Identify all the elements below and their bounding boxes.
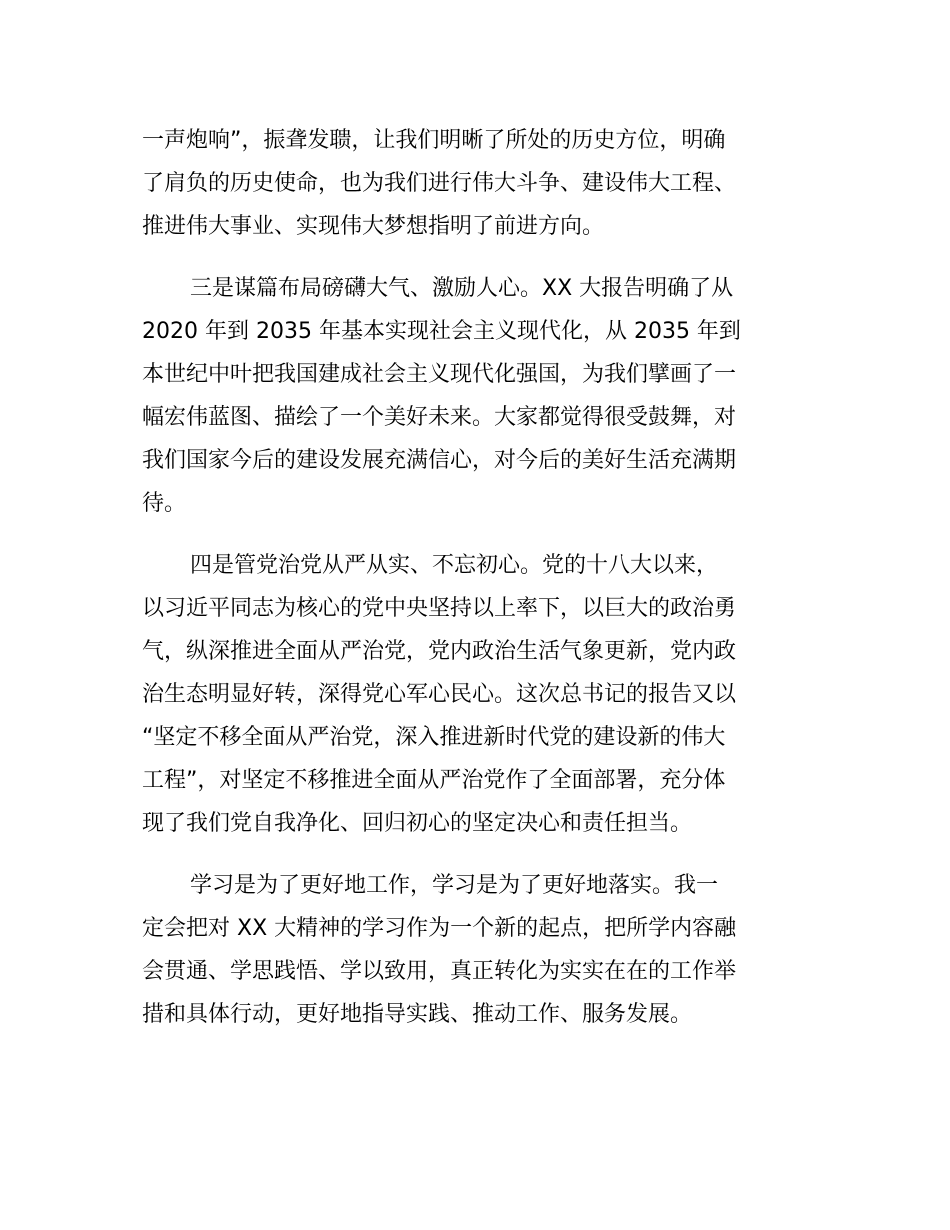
paragraph-2-line-1: 三是谋篇布局磅礴大气、激励人心。XX 大报告明确了从	[190, 276, 734, 301]
paragraph-1-line-1: 一声炮响”，振聋发聩，让我们明晰了所处的历史方位，明确	[142, 128, 726, 153]
paragraph-3-line-2: 以习近平同志为核心的党中央坚持以上率下，以巨大的政治勇	[142, 596, 737, 621]
paragraph-2-line-5: 我们国家今后的建设发展充满信心，对今后的美好生活充满期	[142, 448, 737, 473]
paragraph-1-line-2: 了肩负的历史使命，也为我们进行伟大斗争、建设伟大工程、	[142, 171, 737, 196]
paragraph-4-line-4: 措和具体行动，更好地指导实践、推动工作、服务发展。	[142, 1002, 693, 1027]
paragraph-3-line-1: 四是管党治党从严从实、不忘初心。党的十八大以来，	[190, 553, 719, 578]
paragraph-4-line-3: 会贯通、学思践悟、学以致用，真正转化为实实在在的工作举	[142, 959, 737, 984]
paragraph-3-line-6: 工程”，对坚定不移推进全面从严治党作了全面部署，充分体	[142, 768, 726, 793]
paragraph-3-line-5: “坚定不移全面从严治党，深入推进新时代党的建设新的伟大	[142, 725, 726, 750]
paragraph-3-line-7: 现了我们党自我净化、回归初心的坚定决心和责任担当。	[142, 811, 693, 836]
paragraph-4-line-1: 学习是为了更好地工作，学习是为了更好地落实。我一	[190, 873, 719, 898]
document-body	[142, 0, 814, 1230]
paragraph-3-line-3: 气，纵深推进全面从严治党，党内政治生活气象更新，党内政	[142, 639, 737, 664]
paragraph-2-line-4: 幅宏伟蓝图、描绘了一个美好未来。大家都觉得很受鼓舞，对	[142, 405, 737, 430]
paragraph-4-line-2: 定会把对 XX 大精神的学习作为一个新的起点，把所学内容融	[142, 916, 737, 941]
paragraph-2-line-6: 待。	[142, 491, 187, 516]
paragraph-3-line-4: 治生态明显好转，深得党心军心民心。这次总书记的报告又以	[142, 682, 737, 707]
paragraph-2-line-3: 本世纪中叶把我国建成社会主义现代化强国，为我们擘画了一	[142, 362, 737, 387]
paragraph-2-line-2: 2020 年到 2035 年基本实现社会主义现代化，从 2035 年到	[142, 319, 741, 344]
paragraph-1-line-3: 推进伟大事业、实现伟大梦想指明了前进方向。	[142, 214, 605, 239]
